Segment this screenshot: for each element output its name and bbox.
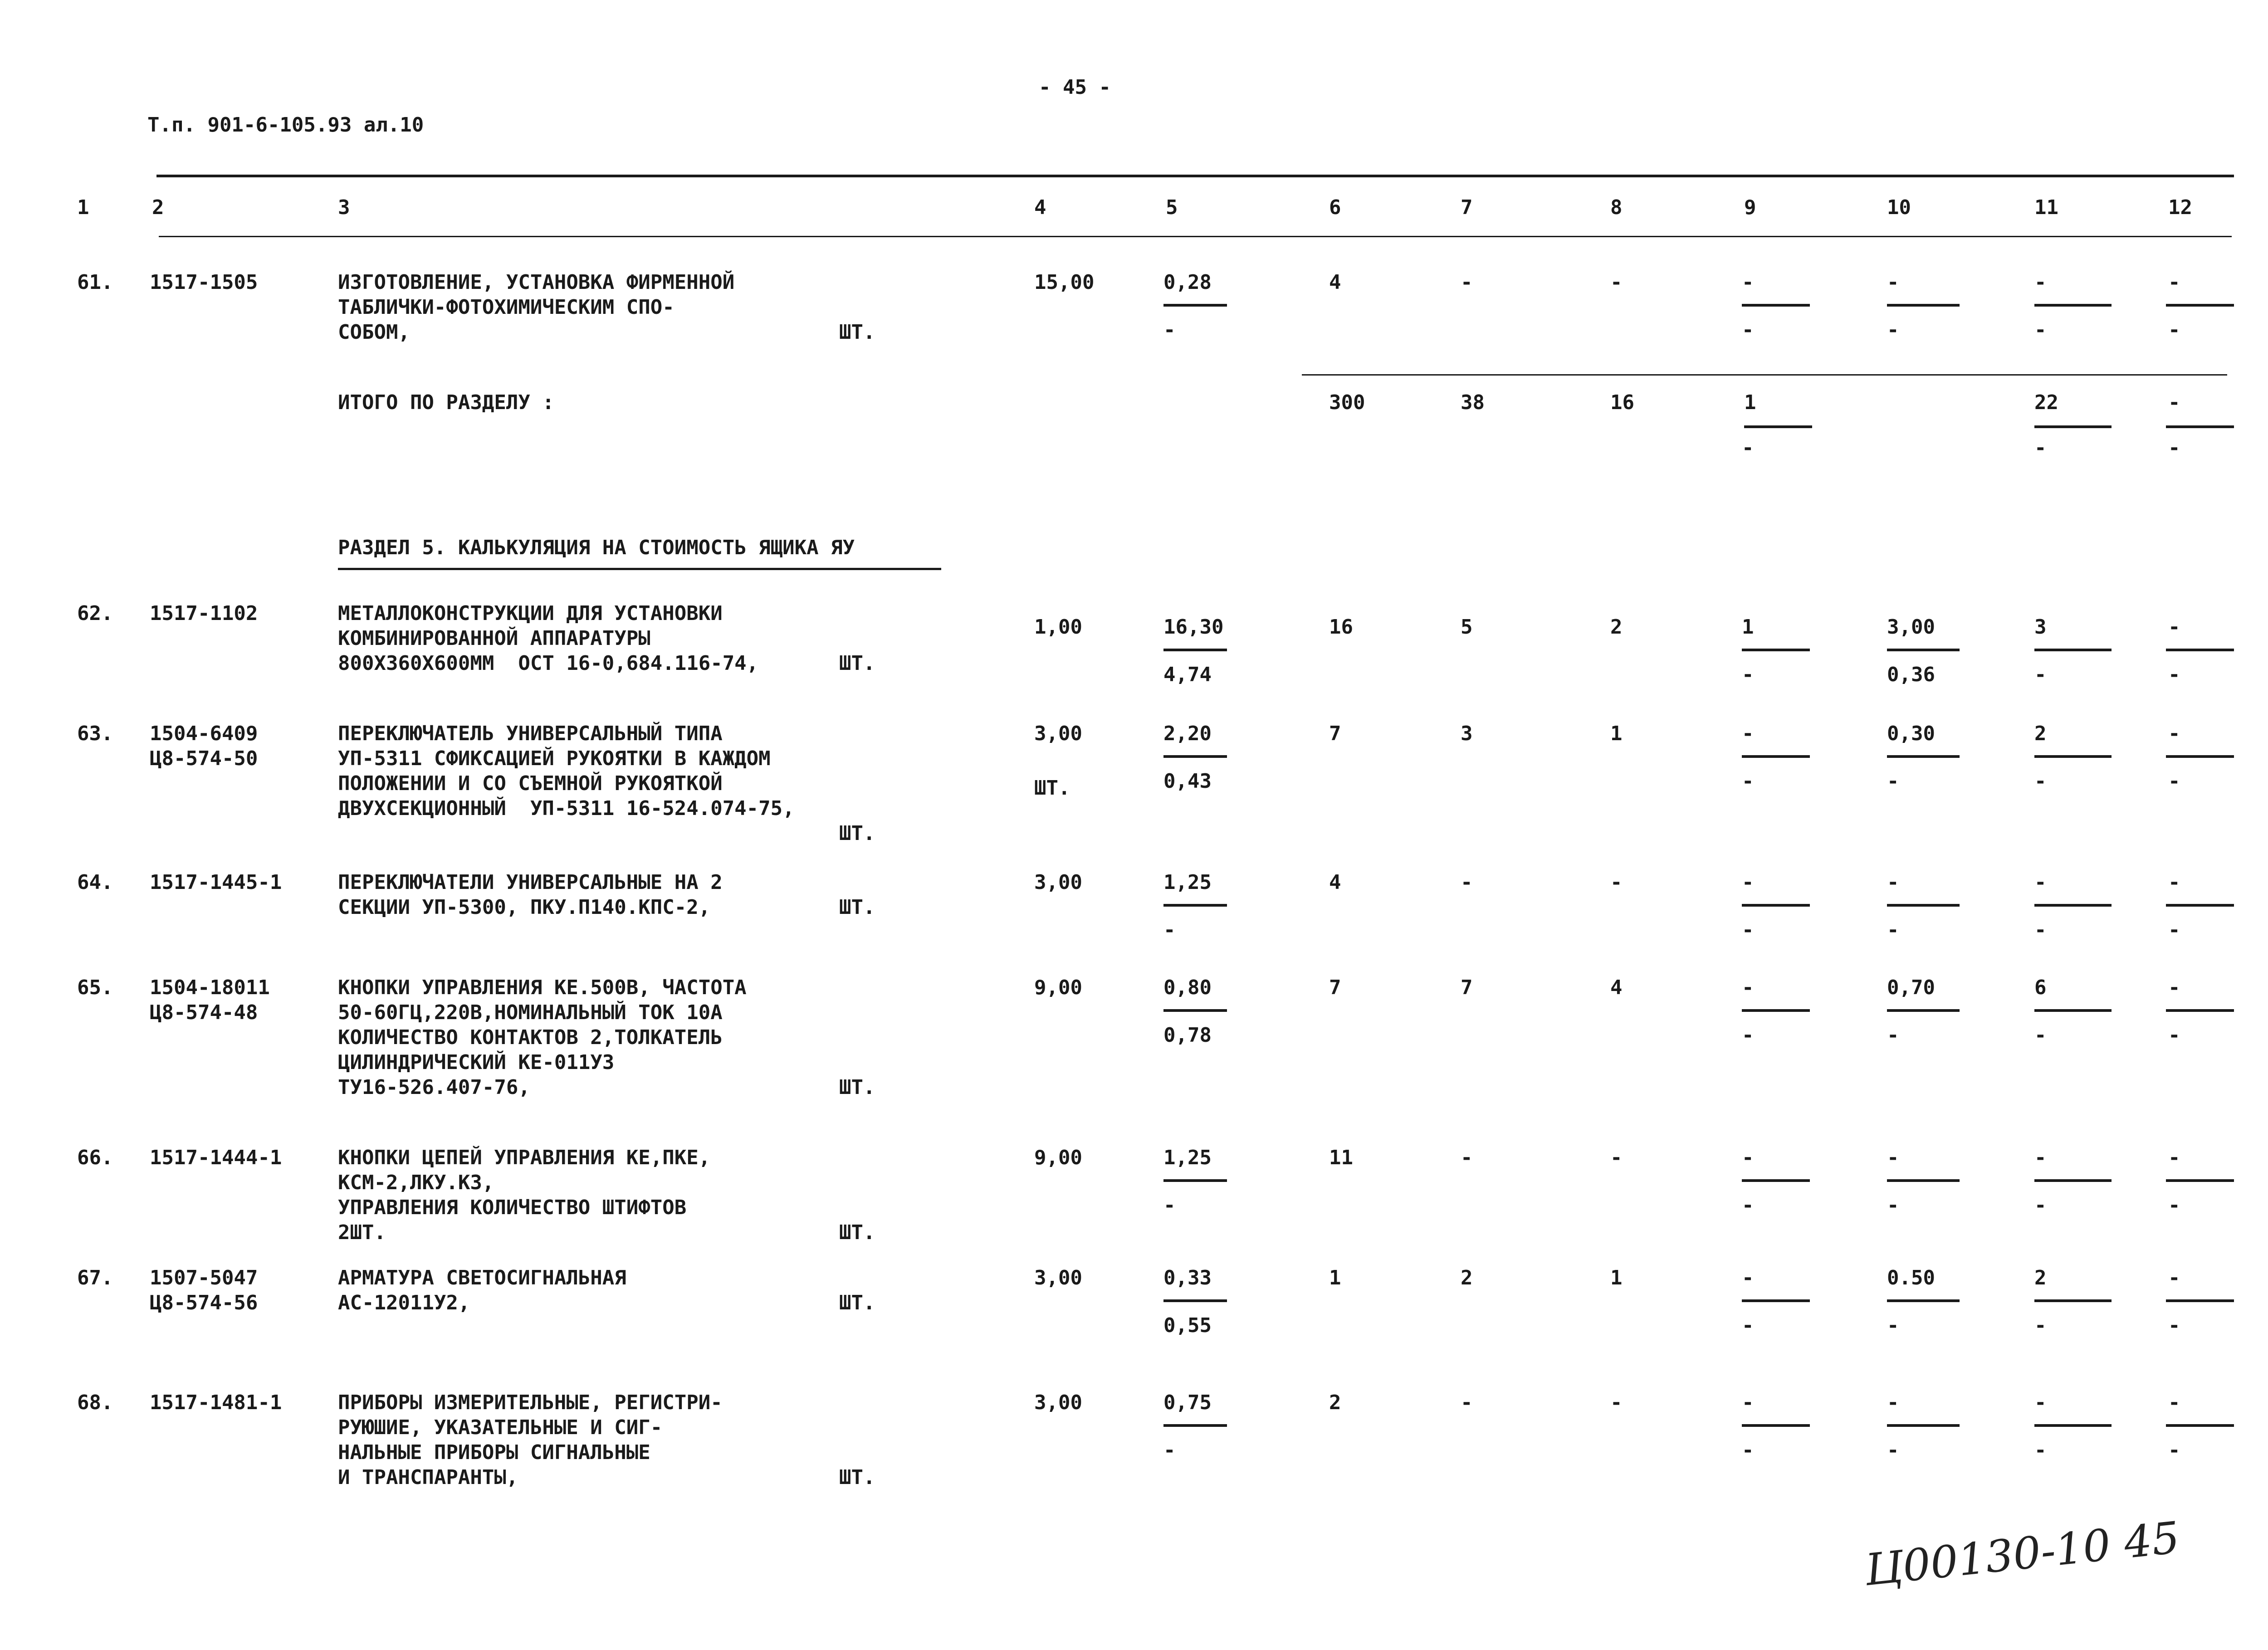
row-description: ПЕРЕКЛЮЧАТЕЛЬ УНИВЕРСАЛЬНЫЙ ТИПА УП-5311 СФИКСАЦИЕЙ РУКОЯТКИ В КАЖДОМ ПОЛОЖЕНИИ И СО СЪЕМНОЙ РУКОЯТКОЙ ДВУХСЕКЦИОННЫЙ УП-5311 16-524.074-75, xyxy=(338,722,795,820)
row-c10-bar xyxy=(1887,1424,1960,1427)
row-c6: 16 xyxy=(1329,615,1353,639)
row-c5-bottom: 0,78 xyxy=(1163,1024,1212,1047)
row-c5-bar xyxy=(1163,904,1227,907)
row-c5-top: 0,75 xyxy=(1163,1391,1212,1414)
subtotal-c11-top: 22 xyxy=(2034,391,2058,414)
row-c12-top: - xyxy=(2168,871,2180,894)
row-c11-bar xyxy=(2034,1179,2112,1182)
row-c9-top: 1 xyxy=(1742,615,1754,639)
row-unit: ШТ. xyxy=(839,1221,875,1244)
row-number: 61. xyxy=(77,271,113,294)
row-c10-bottom: - xyxy=(1887,1314,1899,1337)
row-code: 1517-1481-1 xyxy=(150,1391,282,1414)
row-c8: - xyxy=(1610,1146,1623,1169)
row-unit: ШТ. xyxy=(839,1076,875,1099)
row-c10-bar xyxy=(1887,649,1960,651)
row-c12-bar xyxy=(2166,1299,2234,1302)
row-c6: 7 xyxy=(1329,722,1341,745)
row-c12-bottom: - xyxy=(2168,1024,2180,1047)
row-c11-top: 6 xyxy=(2034,976,2047,999)
row-c12-bottom: - xyxy=(2168,1314,2180,1337)
row-quantity: 9,00 xyxy=(1034,976,1082,999)
col-header-1: 1 xyxy=(77,196,89,219)
row-number: 67. xyxy=(77,1266,113,1289)
row-c12-bottom: - xyxy=(2168,1439,2180,1462)
row-c11-bottom: - xyxy=(2034,1439,2047,1462)
row-c11-bottom: - xyxy=(2034,770,2047,793)
row-description: КНОПКИ ЦЕПЕЙ УПРАВЛЕНИЯ КЕ,ПКЕ, КСМ-2,ЛКУ.КЗ, УПРАВЛЕНИЯ КОЛИЧЕСТВО ШТИФТОВ 2ШТ. xyxy=(338,1146,711,1244)
row-unit: ШТ. xyxy=(839,652,875,675)
subtotal-c11-bar xyxy=(2034,425,2112,428)
row-number: 65. xyxy=(77,976,113,999)
row-c7: 7 xyxy=(1461,976,1473,999)
row-quantity: 9,00 xyxy=(1034,1146,1082,1169)
row-c12-top: - xyxy=(2168,271,2180,294)
header-rule-top xyxy=(156,175,2234,177)
row-code-secondary: Ц8-574-48 xyxy=(150,1001,258,1024)
row-c10-top: 3,00 xyxy=(1887,615,1935,639)
row-c9-top: - xyxy=(1742,1391,1754,1414)
row-unit: ШТ. xyxy=(839,321,875,344)
row-quantity: 3,00 xyxy=(1034,1266,1082,1289)
row-c6: 4 xyxy=(1329,871,1341,894)
row-c10-top: 0,70 xyxy=(1887,976,1935,999)
row-c12-bar xyxy=(2166,1179,2234,1182)
subtotal-c7: 38 xyxy=(1461,391,1485,414)
row-c7: - xyxy=(1461,1391,1473,1414)
row-c9-bottom: - xyxy=(1742,918,1754,942)
row-c12-bottom: - xyxy=(2168,918,2180,942)
row-c12-bottom: - xyxy=(2168,318,2180,342)
row-c10-top: - xyxy=(1887,271,1899,294)
handwritten-inventory-mark: Ц00130-10 45 xyxy=(1862,1512,2182,1596)
col-header-10: 10 xyxy=(1887,196,1911,219)
row-c11-bottom: - xyxy=(2034,663,2047,686)
row-c11-bar xyxy=(2034,304,2112,307)
row-c10-top: - xyxy=(1887,1146,1899,1169)
row-c6: 1 xyxy=(1329,1266,1341,1289)
row-c10-bottom: - xyxy=(1887,1439,1899,1462)
subtotal-c8: 16 xyxy=(1610,391,1634,414)
col-header-11: 11 xyxy=(2034,196,2058,219)
row-description: ПЕРЕКЛЮЧАТЕЛИ УНИВЕРСАЛЬНЫЕ НА 2 СЕКЦИИ УП-5300, ПКУ.П140.КПС-2, xyxy=(338,871,723,919)
row-c12-top: - xyxy=(2168,976,2180,999)
page-number: - 45 - xyxy=(1039,76,1111,99)
row-c12-top: - xyxy=(2168,1146,2180,1169)
row-c9-bottom: - xyxy=(1742,318,1754,342)
row-unit: ШТ. xyxy=(839,1291,875,1314)
row-quantity: 15,00 xyxy=(1034,271,1095,294)
row-c5-bottom: 4,74 xyxy=(1163,663,1212,686)
row-c10-top: - xyxy=(1887,871,1899,894)
row-c7: 5 xyxy=(1461,615,1473,639)
row-c10-bar xyxy=(1887,904,1960,907)
row-c10-bottom: 0,36 xyxy=(1887,663,1935,686)
row-c5-bar xyxy=(1163,1299,1227,1302)
row-c8: - xyxy=(1610,271,1623,294)
row-c7: 2 xyxy=(1461,1266,1473,1289)
row-c5-bar xyxy=(1163,649,1227,651)
row-c5-bar xyxy=(1163,1009,1227,1012)
row-c10-bar xyxy=(1887,755,1960,758)
row-c10-bar xyxy=(1887,1179,1960,1182)
row-c5-bottom: - xyxy=(1163,318,1176,342)
row-c5-top: 1,25 xyxy=(1163,1146,1212,1169)
row-c9-bottom: - xyxy=(1742,770,1754,793)
row-c11-bottom: - xyxy=(2034,1194,2047,1217)
row-c12-bar xyxy=(2166,904,2234,907)
row-code-secondary: Ц8-574-50 xyxy=(150,747,258,770)
col-header-6: 6 xyxy=(1329,196,1341,219)
row-c12-top: - xyxy=(2168,615,2180,639)
subtotal-c12-bot: - xyxy=(2168,436,2180,459)
row-c9-top: - xyxy=(1742,1146,1754,1169)
row-c9-bottom: - xyxy=(1742,1314,1754,1337)
row-c11-bottom: - xyxy=(2034,318,2047,342)
row-c5-top: 0,80 xyxy=(1163,976,1212,999)
row-c8: 4 xyxy=(1610,976,1623,999)
row-c11-top: 3 xyxy=(2034,615,2047,639)
row-code: 1517-1102 xyxy=(150,602,258,625)
section-title-underline xyxy=(338,568,941,570)
row-unit: ШТ. xyxy=(839,896,875,919)
row-c5-bar xyxy=(1163,755,1227,758)
subtotal-c12-bar xyxy=(2166,425,2234,428)
row-c9-bar xyxy=(1742,1009,1810,1012)
row-c8: 1 xyxy=(1610,1266,1623,1289)
row-c7: 3 xyxy=(1461,722,1473,745)
row-number: 63. xyxy=(77,722,113,745)
row-c5-bottom: - xyxy=(1163,1194,1176,1217)
row-c11-top: - xyxy=(2034,1391,2047,1414)
row-c11-bar xyxy=(2034,1299,2112,1302)
row-c10-bar xyxy=(1887,304,1960,307)
row-quantity: 1,00 xyxy=(1034,615,1082,639)
col-header-2: 2 xyxy=(152,196,164,219)
row-c7: - xyxy=(1461,1146,1473,1169)
row-c10-bottom: - xyxy=(1887,918,1899,942)
row-c9-top: - xyxy=(1742,976,1754,999)
row-c11-top: - xyxy=(2034,271,2047,294)
row-c9-top: - xyxy=(1742,1266,1754,1289)
row-c11-bar xyxy=(2034,1424,2112,1427)
subtotal-c6: 300 xyxy=(1329,391,1365,414)
row-quantity-unit: ШТ. xyxy=(1034,776,1070,800)
row-c12-bar xyxy=(2166,1424,2234,1427)
row-c9-bar xyxy=(1742,1179,1810,1182)
row-c11-top: 2 xyxy=(2034,722,2047,745)
row-c11-bottom: - xyxy=(2034,1024,2047,1047)
subtotal-c9-bar xyxy=(1744,425,1812,428)
row-description: АРМАТУРА СВЕТОСИГНАЛЬНАЯ АС-12011У2, xyxy=(338,1266,626,1314)
row-c11-bottom: - xyxy=(2034,1314,2047,1337)
row-c9-bar xyxy=(1742,649,1810,651)
row-code: 1517-1505 xyxy=(150,271,258,294)
row-quantity: 3,00 xyxy=(1034,1391,1082,1414)
section-title: РАЗДЕЛ 5. КАЛЬКУЛЯЦИЯ НА СТОИМОСТЬ ЯЩИКА ЯУ xyxy=(338,536,855,559)
row-c9-bottom: - xyxy=(1742,663,1754,686)
row-number: 62. xyxy=(77,602,113,625)
row-c12-bottom: - xyxy=(2168,1194,2180,1217)
row-c12-bottom: - xyxy=(2168,770,2180,793)
row-c5-bottom: - xyxy=(1163,918,1176,942)
row-c6: 7 xyxy=(1329,976,1341,999)
row-c12-bar xyxy=(2166,304,2234,307)
row-c9-top: - xyxy=(1742,722,1754,745)
row-description: ИЗГОТОВЛЕНИЕ, УСТАНОВКА ФИРМЕННОЙ ТАБЛИЧКИ-ФОТОХИМИЧЕСКИМ СПО- СОБОМ, xyxy=(338,271,735,344)
row-c11-top: - xyxy=(2034,871,2047,894)
col-header-4: 4 xyxy=(1034,196,1046,219)
row-c9-bar xyxy=(1742,1424,1810,1427)
col-header-8: 8 xyxy=(1610,196,1623,219)
row-c12-bottom: - xyxy=(2168,663,2180,686)
row-unit: ШТ. xyxy=(839,1466,875,1489)
row-code: 1504-18011 xyxy=(150,976,270,999)
row-c10-top: 0,30 xyxy=(1887,722,1935,745)
row-c8: 1 xyxy=(1610,722,1623,745)
row-c10-bottom: - xyxy=(1887,1194,1899,1217)
row-description: ПРИБОРЫ ИЗМЕРИТЕЛЬНЫЕ, РЕГИСТРИ- РУЮШИЕ, УКАЗАТЕЛЬНЫЕ И СИГ- НАЛЬНЫЕ ПРИБОРЫ СИГНАЛЬНЫЕ И ТРАНСПАРАНТЫ, xyxy=(338,1391,723,1489)
row-c5-top: 2,20 xyxy=(1163,722,1212,745)
row-unit: ШТ. xyxy=(839,822,875,845)
row-code: 1517-1444-1 xyxy=(150,1146,282,1169)
col-header-7: 7 xyxy=(1461,196,1473,219)
col-header-5: 5 xyxy=(1166,196,1178,219)
row-number: 66. xyxy=(77,1146,113,1169)
row-c6: 2 xyxy=(1329,1391,1341,1414)
row-c9-top: - xyxy=(1742,871,1754,894)
row-c8: - xyxy=(1610,871,1623,894)
row-c5-top: 16,30 xyxy=(1163,615,1224,639)
subtotal-c11-bot: - xyxy=(2034,436,2047,459)
subtotal-c9-top: 1 xyxy=(1744,391,1756,414)
row-c9-bottom: - xyxy=(1742,1024,1754,1047)
row-c7: - xyxy=(1461,271,1473,294)
row-c12-bar xyxy=(2166,649,2234,651)
row-c5-top: 1,25 xyxy=(1163,871,1212,894)
row-c5-bar xyxy=(1163,1179,1227,1182)
row-code: 1504-6409 xyxy=(150,722,258,745)
row-c5-top: 0,33 xyxy=(1163,1266,1212,1289)
row-c9-bottom: - xyxy=(1742,1439,1754,1462)
row-c11-top: - xyxy=(2034,1146,2047,1169)
row-c12-top: - xyxy=(2168,722,2180,745)
subtotal-label: ИТОГО ПО РАЗДЕЛУ : xyxy=(338,391,554,414)
row-c11-bar xyxy=(2034,904,2112,907)
row-c12-top: - xyxy=(2168,1266,2180,1289)
subtotal-c12-top: - xyxy=(2168,391,2180,414)
row-c11-bar xyxy=(2034,1009,2112,1012)
row-c10-bar xyxy=(1887,1299,1960,1302)
row-code: 1517-1445-1 xyxy=(150,871,282,894)
subtotal-rule xyxy=(1302,374,2227,376)
row-c9-bottom: - xyxy=(1742,1194,1754,1217)
col-header-12: 12 xyxy=(2168,196,2192,219)
row-c5-bar xyxy=(1163,304,1227,307)
row-c12-bar xyxy=(2166,755,2234,758)
row-code: 1507-5047 xyxy=(150,1266,258,1289)
row-number: 68. xyxy=(77,1391,113,1414)
row-description: КНОПКИ УПРАВЛЕНИЯ КЕ.500В, ЧАСТОТА 50-60ГЦ,220В,НОМИНАЛЬНЫЙ ТОК 10А КОЛИЧЕСТВО КОНТАКТОВ 2,ТОЛКАТЕЛЬ ЦИЛИНДРИЧЕСКИЙ КЕ-011УЗ ТУ16-526.407-76, xyxy=(338,976,747,1099)
row-c10-top: 0.50 xyxy=(1887,1266,1935,1289)
row-c6: 4 xyxy=(1329,271,1341,294)
row-c11-top: 2 xyxy=(2034,1266,2047,1289)
header-rule-bottom xyxy=(159,236,2232,237)
col-header-3: 3 xyxy=(338,196,350,219)
row-number: 64. xyxy=(77,871,113,894)
row-quantity: 3,00 xyxy=(1034,722,1082,745)
doc-reference: Т.п. 901-6-105.93 ал.10 xyxy=(147,113,424,137)
row-code-secondary: Ц8-574-56 xyxy=(150,1291,258,1314)
row-c10-bar xyxy=(1887,1009,1960,1012)
row-c7: - xyxy=(1461,871,1473,894)
row-c9-bar xyxy=(1742,304,1810,307)
row-c5-top: 0,28 xyxy=(1163,271,1212,294)
row-c5-bottom: - xyxy=(1163,1439,1176,1462)
row-c10-bottom: - xyxy=(1887,1024,1899,1047)
row-c8: 2 xyxy=(1610,615,1623,639)
row-c11-bottom: - xyxy=(2034,918,2047,942)
subtotal-c9-bot: - xyxy=(1742,436,1754,459)
col-header-9: 9 xyxy=(1744,196,1756,219)
row-c10-bottom: - xyxy=(1887,770,1899,793)
row-c12-bar xyxy=(2166,1009,2234,1012)
row-c11-bar xyxy=(2034,649,2112,651)
row-c10-bottom: - xyxy=(1887,318,1899,342)
row-c9-bar xyxy=(1742,1299,1810,1302)
row-c8: - xyxy=(1610,1391,1623,1414)
row-c5-bar xyxy=(1163,1424,1227,1427)
row-c9-top: - xyxy=(1742,271,1754,294)
row-c12-top: - xyxy=(2168,1391,2180,1414)
row-c6: 11 xyxy=(1329,1146,1353,1169)
row-description: МЕТАЛЛОКОНСТРУКЦИИ ДЛЯ УСТАНОВКИ КОМБИНИРОВАННОЙ АППАРАТУРЫ 800Х360Х600ММ ОСТ 16-0,684.116-74, xyxy=(338,602,759,675)
row-c9-bar xyxy=(1742,755,1810,758)
row-quantity: 3,00 xyxy=(1034,871,1082,894)
row-c9-bar xyxy=(1742,904,1810,907)
row-c10-top: - xyxy=(1887,1391,1899,1414)
row-c11-bar xyxy=(2034,755,2112,758)
row-c5-bottom: 0,55 xyxy=(1163,1314,1212,1337)
row-c5-bottom: 0,43 xyxy=(1163,770,1212,793)
